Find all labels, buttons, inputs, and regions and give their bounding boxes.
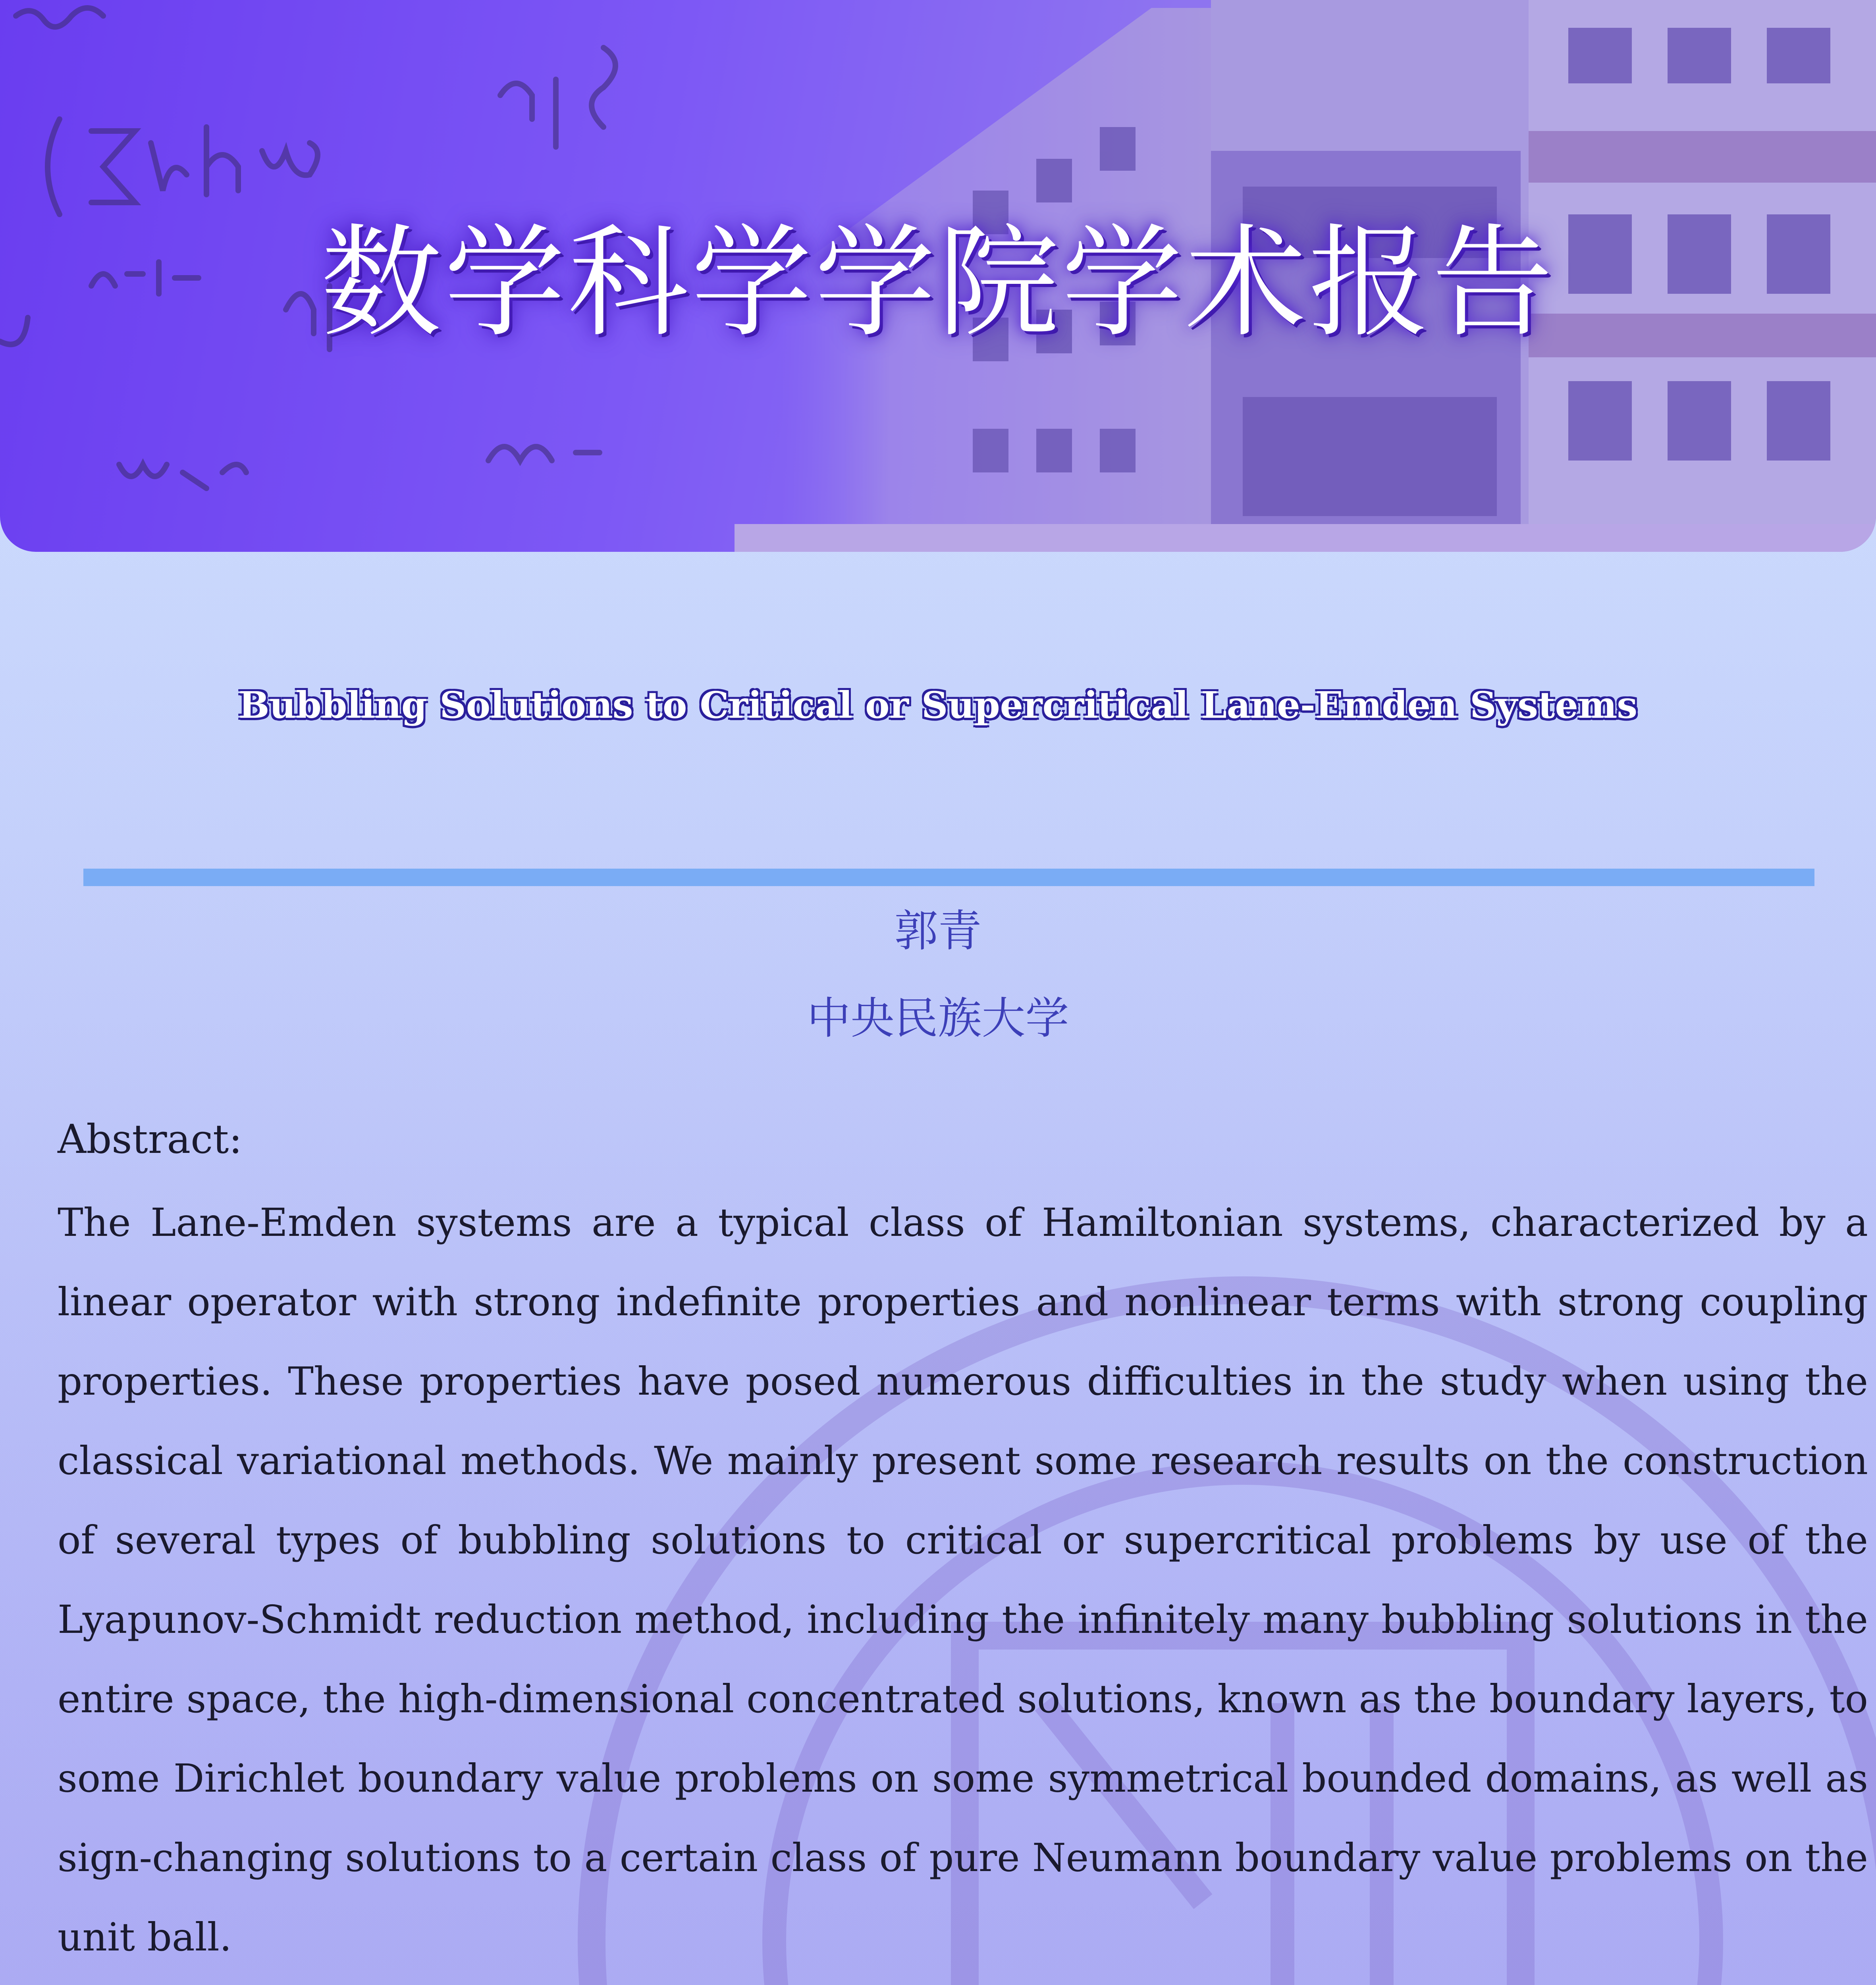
speaker-name: 郭青 bbox=[894, 906, 982, 956]
speaker-affiliation: 中央民族大学 bbox=[807, 993, 1069, 1044]
abstract-text: The Lane-Emden systems are a typical class of Hamiltonian systems, characterized by a linear operator with strong indefinite properties and nonlinear terms with strong coupling properties. These properties have posed numerous difficulties in the study when using the classical variational methods. We mainly present some research results on the construction of several types of bubbling solutions to critical or supercritical problems by use of the Lyapunov-Schmidt reduction method, including the infinitely many bubbling solutions in the entire space, the high-dimensional concentrated solutions, known as the boundary layers, to some Dirichlet boundary value problems on some symmetrical bounded domains, as well as sign-changing solutions to a certain class of pure Neumann boundary value problems on the unit ball. bbox=[58, 1200, 1868, 1960]
header-banner bbox=[0, 0, 1876, 552]
banner-title: 数学科学学院学术报告 bbox=[320, 212, 1556, 353]
divider-rule bbox=[83, 869, 1814, 886]
talk-title: Bubbling Solutions to Critical or Supercritical Lane-Emden Systems bbox=[238, 684, 1638, 727]
abstract-heading: Abstract: bbox=[58, 1116, 243, 1162]
